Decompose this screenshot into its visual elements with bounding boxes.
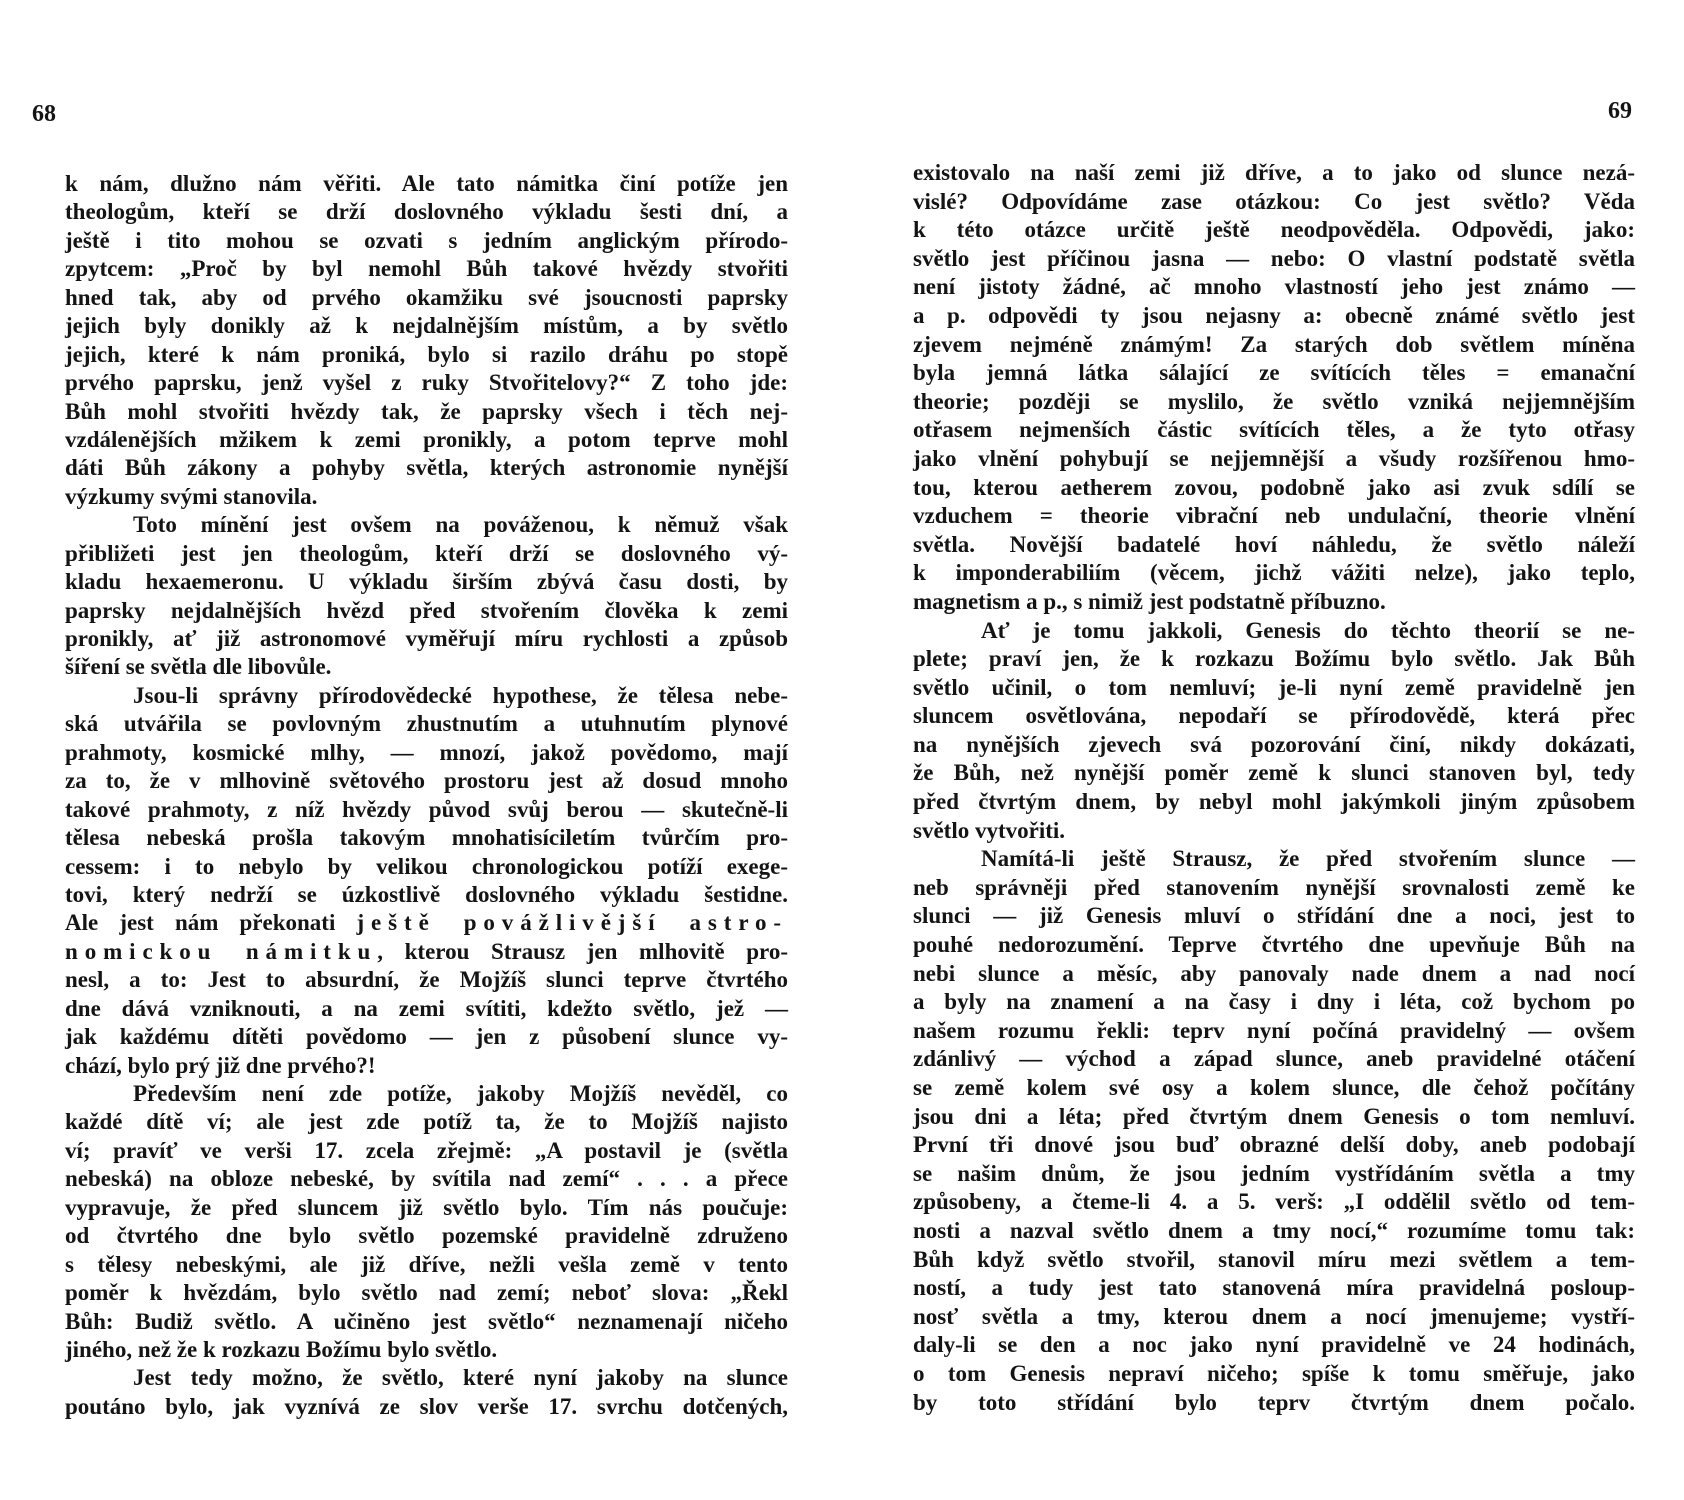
text-line: tou, kterou aetherem zovou, podobně jako asi zvuk sdílí se (913, 474, 1635, 500)
text-line: by toto střídání bylo teprv čtvrtým dnem počalo. (913, 1389, 1635, 1415)
text-line: kladu hexaemeronu. U výkladu širším zbývá času dosti, by (65, 569, 788, 595)
text-line: způsobeny, a čteme-li 4. a 5. verš: „I oddělil světlo od tem- (913, 1189, 1635, 1215)
text-line: světlo vytvořiti. (913, 817, 1066, 843)
paragraph (65, 511, 788, 682)
text-line: plete; praví jen, že k rozkazu Božímu bylo světlo. Jak Bůh (913, 646, 1635, 672)
text-line: poměr k hvězdám, bylo světlo nad zemí; neboť slova: „Řekl (65, 1280, 788, 1306)
text-line: Jest tedy možno, že světlo, které nyní jakoby na slunce (133, 1365, 788, 1391)
text-line: tovi, který nedrží se úzkostlivě doslovného výkladu šestidne. (65, 881, 788, 907)
page-text (65, 170, 788, 1421)
text-line: slunci — již Genesis mluví o střídání dne a noci, jest to (913, 903, 1635, 929)
text-line: k imponderabiliím (věcem, jichž vážiti nelze), jako teplo, (913, 560, 1635, 586)
text-line: vzduchem = theorie vibrační neb undulační, theorie vlnění (913, 503, 1635, 529)
text-line: prvého paprsku, jenž vyšel z ruky Stvořitelovy?“ Z toho jde: (65, 370, 788, 396)
text-line: otřasem nejmenších částic svítících těles, a že tyto otřasy (913, 417, 1635, 443)
text-line: výzkumy svými stanovila. (65, 483, 318, 509)
text-line: jejich, které k nám proniká, bylo si razilo dráhu po stopě (65, 341, 788, 367)
text-line: tělesa nebeská prošla takovým mnohatisíciletím tvůrčím pro- (65, 825, 788, 851)
text-line: nebi slunce a měsíc, aby panovaly nade dnem a nad nocí (913, 960, 1635, 986)
text-line: našem rozumu řekli: teprv nyní počíná pravidelný — ovšem (913, 1017, 1635, 1043)
text-line: jsou dni a léta; před čtvrtým dnem Genesis o tom nemluví. (913, 1103, 1635, 1129)
text-line: ská utvářila se povlovným zhustnutím a utuhnutím plynové (65, 711, 788, 737)
text-line: světlo učinil, o tom nemluví; je-li nyní země pravidelně jen (913, 674, 1635, 700)
text-line: prahmoty, kosmické mlhy, — mnozí, jakož povědomo, mají (65, 739, 788, 765)
text-line: zpytcem: „Proč by byl nemohl Bůh takové hvězdy stvořiti (65, 256, 788, 282)
page-number: 68 (32, 101, 56, 127)
text-line: s tělesy nebeskými, ale již dříve, nežli vešla země v tento (65, 1251, 788, 1277)
paragraph (913, 617, 1635, 846)
paragraph (913, 845, 1635, 1417)
text-line: pronikly, ať již astronomové vyměřují míru rychlosti a způsob (65, 626, 788, 651)
text-line: nosť světla a tmy, kterou dnem a nocí jmenujeme; vystří- (913, 1303, 1635, 1329)
text-line: Bůh když světlo stvořil, stanovil míru mezi světlem a tem- (913, 1246, 1635, 1272)
text-line: dáti Bůh zákony a pohyby světla, kterých astronomie nynější (65, 455, 788, 481)
text-line: vzdálenějších mžikem k zemi pronikly, a potom teprve mohl (65, 426, 788, 452)
text-line: světla. Novější badatelé hoví náhledu, že světlo náleží (913, 531, 1635, 557)
text-line: od čtvrtého dne bylo světlo pozemské pravidelně združeno (65, 1223, 788, 1249)
text-line: každé dítě ví; ale jest zde potíž ta, že to Mojžíš najisto (65, 1109, 788, 1135)
text-line: theologům, kteří se drží doslovného výkladu šesti dní, a (65, 199, 788, 225)
text-line: jako vlnění pohybují se nejjemnější a všudy rozšířenou hmo- (913, 445, 1635, 471)
text-line: poutáno bylo, jak vyznívá ze slov verše 17. svrchu dotčených, (65, 1393, 788, 1419)
emphasized-text: ještě povážlivější astro- (356, 910, 788, 936)
text-line: nesl, a to: Jest to absurdní, že Mojžíš slunci teprve čtvrtého (65, 967, 788, 993)
text-line: se našim dnům, že jsou jedním vystřídáním světla a tmy (913, 1160, 1635, 1186)
text-line: paprsky nejdalnějších hvězd před stvořením člověka k zemi (65, 597, 788, 623)
page-text (913, 159, 1635, 1417)
text-line: ví; pravíť ve verši 17. zcela zřejmě: „A postavil je (světla (65, 1137, 788, 1163)
text-line: přibližeti jest jen theologům, kteří drží se doslovného vý- (65, 540, 788, 566)
text-line: jak každému dítěti povědomo — jen z působení slunce vy- (65, 1024, 788, 1050)
paragraph (65, 682, 788, 1080)
text-line: není jistoty žádné, ač mnoho vlastností jeho jest známo — (913, 274, 1635, 300)
text-line: o tom Genesis nepraví ničeho; spíše k tomu směřuje, jako (913, 1360, 1635, 1386)
text-line: šíření se světla dle libovůle. (65, 654, 332, 680)
text-line: magnetism a p., s nimiž jest podstatně příbuzno. (913, 588, 1386, 614)
text-line: a byly na znamení a na časy i dny i léta, což bychom po (913, 989, 1635, 1015)
text-line: Bůh: Budiž světlo. A učiněno jest světlo“ neznamenají ničeho (65, 1308, 788, 1334)
page-number: 69 (1608, 98, 1632, 124)
text-line: ještě i tito mohou se ozvati s jedním anglickým přírodo- (65, 227, 788, 253)
text-line: První tři dnové jsou buď obrazné delší doby, aneb podobají (913, 1132, 1635, 1158)
text-line: hned tak, aby od prvého okamžiku své jsoucnosti paprsky (65, 284, 788, 310)
text-line: theorie; později se myslilo, že světlo vzniká nejjemnějším (913, 388, 1635, 414)
text-line: zdánlivý — východ a západ slunce, aneb pravidelné otáčení (913, 1046, 1635, 1072)
text-line: a p. odpovědi ty jsou nejasny a: obecně známé světlo jest (913, 302, 1635, 328)
text-line: Namítá-li ještě Strausz, že před stvořením slunce — (981, 846, 1635, 872)
text-line: neb správněji před stanovením nynější srovnalosti země ke (913, 874, 1635, 900)
text-line: světlo jest příčinou jasna — nebo: O vlastní podstatě světla (913, 245, 1635, 271)
text-line (65, 938, 788, 966)
text-line: pouhé nedorozumění. Teprve čtvrtého dne upevňuje Bůh na (913, 932, 1635, 958)
paragraph (913, 159, 1635, 617)
text-line: daly-li se den a noc jako nyní pravidelně ve 24 hodinách, (913, 1332, 1635, 1358)
text-line: k této otázce určitě ještě neodpověděla. Odpovědi, jako: (913, 217, 1635, 243)
text-segment: , kterou Strausz jen mlhovitě pro- (377, 938, 788, 964)
paragraph (65, 1080, 788, 1364)
emphasized-text: nomickou námitku (65, 938, 378, 964)
text-line: nosti a nazval světlo dnem a tmy nocí,“ rozumíme tomu tak: (913, 1217, 1635, 1243)
text-line: že Bůh, než nynější poměr země k slunci stanoven byl, tedy (913, 760, 1635, 786)
text-line: Především není zde potíže, jakoby Mojžíš nevěděl, co (133, 1081, 788, 1106)
text-line: k nám, dlužno nám věřiti. Ale tato námitka činí potíže jen (65, 171, 788, 196)
text-line: vypravuje, že před sluncem již světlo bylo. Tím nás poučuje: (65, 1194, 788, 1220)
text-line: zjevem nejméně známým! Za starých dob světlem míněna (913, 331, 1635, 357)
text-line: byla jemná látka sálající ze svítících těles = emanační (913, 360, 1635, 386)
text-line: dne dává vzniknouti, a na zemi svítiti, kdežto světlo, jež — (65, 995, 788, 1021)
text-segment: Ale jest nám překonati (65, 910, 357, 936)
text-line: Jsou-li správny přírodovědecké hypothese, že tělesa nebe- (133, 682, 788, 708)
text-line (65, 909, 788, 937)
text-line: existovalo na naší zemi již dříve, a to jako od slunce nezá- (913, 160, 1635, 185)
text-line: ností, a tudy jest tato stanovená míra pravidelná posloup- (913, 1275, 1635, 1301)
text-line: sluncem osvětlována, nepodaří se přírodovědě, která přec (913, 703, 1635, 729)
text-line: cessem: i to nebylo by velikou chronologickou potíží exege- (65, 853, 788, 879)
paragraph (65, 1364, 788, 1421)
text-line: před čtvrtým dnem, by nebyl mohl jakýmkoli jiným způsobem (913, 789, 1635, 815)
text-line: Ať je tomu jakkoli, Genesis do těchto theorií se ne- (981, 617, 1635, 643)
text-line: jiného, než že k rozkazu Božímu bylo světlo. (65, 1336, 498, 1362)
text-line: jejich byly donikly až k nejdalnějším místům, a by světlo (65, 313, 788, 339)
text-line: vislé? Odpovídáme zase otázkou: Co jest světlo? Věda (913, 188, 1635, 214)
text-line: chází, bylo prý již dne prvého?! (65, 1052, 376, 1078)
text-line: Bůh mohl stvořiti hvězdy tak, že paprsky všech i těch nej- (65, 398, 788, 424)
text-line: Toto mínění jest ovšem na pováženou, k němuž však (133, 512, 788, 538)
text-line: se země kolem své osy a kolem slunce, dle čehož počítány (913, 1075, 1635, 1100)
text-line: za to, že v mlhovině světového prostoru jest až dosud mnoho (65, 768, 788, 794)
text-line: takové prahmoty, z níž hvězdy původ svůj berou — skutečně-li (65, 796, 788, 822)
text-line: na nynějších zjevech svá pozorování činí, nikdy dokázati, (913, 731, 1635, 757)
paragraph (65, 170, 788, 511)
text-line: nebeská) na obloze nebeské, by svítila nad zemí“ . . . a přece (65, 1166, 788, 1192)
